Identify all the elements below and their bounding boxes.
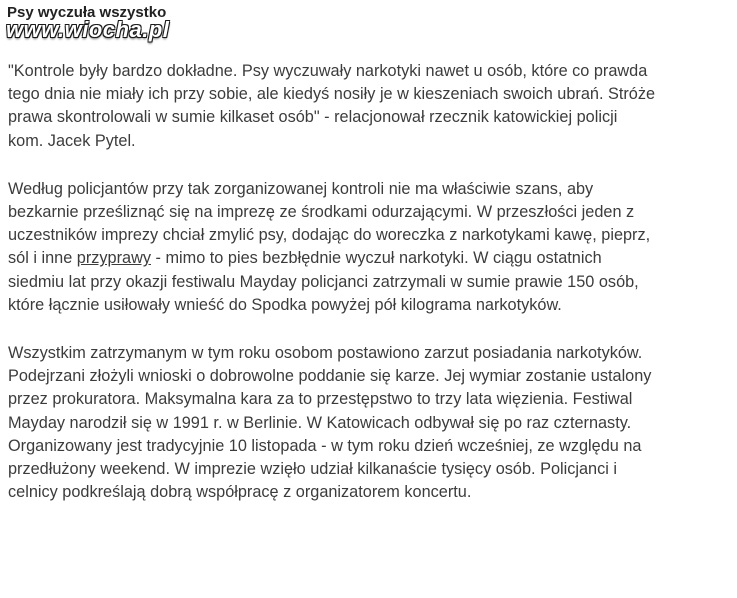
text-line: Wszystkim zatrzymanym w tym roku osobom postawiono zarzut posiadania narkotyków.	[8, 344, 643, 363]
text-segment: sól i inne	[8, 249, 77, 268]
site-watermark: www.wiocha.pl	[6, 17, 170, 42]
paragraph-police-control	[8, 178, 733, 317]
paragraph-charges	[8, 342, 733, 504]
article-headline: Psy wyczuła wszystko	[7, 4, 167, 21]
text-segment: - mimo to pies bezbłędnie wyczuł narkotyki. W ciągu ostatnich	[151, 249, 602, 268]
text-line: celnicy podkreślają dobrą współpracę z organizatorem koncertu.	[8, 483, 472, 502]
text-line: Podejrzani złożyli wnioski o dobrowolne poddanie się karze. Jej wymiar zostanie ustalony	[8, 367, 652, 386]
przyprawy-link[interactable]: przyprawy	[76, 249, 151, 268]
text-line: kom. Jacek Pytel.	[8, 131, 136, 150]
text-line: które łącznie usiłowały wnieść do Spodka powyżej pół kilograma narkotyków.	[8, 295, 562, 314]
text-line: Mayday narodził się w 1991 r. w Berlinie. W Katowicach odbywał się po raz czternasty.	[8, 413, 632, 432]
text-line: bezkarnie prześliznąć się na imprezę ze środkami odurzającymi. W przeszłości jeden z	[8, 203, 635, 222]
text-line: "Kontrole były bardzo dokładne. Psy wyczuwały narkotyki nawet u osób, które co prawda	[8, 62, 648, 80]
text-line: siedmiu lat przy okazji festiwalu Mayday policjanci zatrzymali w sumie prawie 150 osób,	[8, 272, 639, 291]
text-line: prawa skontrolowali w sumie kilkaset osób" - relacjonował rzecznik katowickiej policji	[8, 108, 618, 127]
text-line: przez prokuratora. Maksymalna kara za to przestępstwo to trzy lata więzienia. Festiwal	[8, 390, 633, 409]
text-line: uczestników imprezy chciał zmylić psy, dodając do woreczka z narkotykami kawę, pieprz,	[8, 226, 651, 245]
paragraph-quote	[8, 60, 733, 153]
text-line: Według policjantów przy tak zorganizowanej kontroli nie ma właściwie szans, aby	[8, 179, 594, 198]
text-line: Organizowany jest tradycyjnie 10 listopada - w tym roku dzień wcześniej, ze względu na	[8, 436, 642, 455]
article-body	[8, 60, 733, 529]
text-line: przedłużony weekend. W imprezie wzięło udział kilkanaście tysięcy osób. Policjanci i	[8, 460, 618, 479]
text-line: tego dnia nie miały ich przy sobie, ale kiedyś nosiły je w kieszeniach swoich ubrań. Stróże	[8, 85, 656, 104]
text-line-with-link	[8, 247, 733, 270]
